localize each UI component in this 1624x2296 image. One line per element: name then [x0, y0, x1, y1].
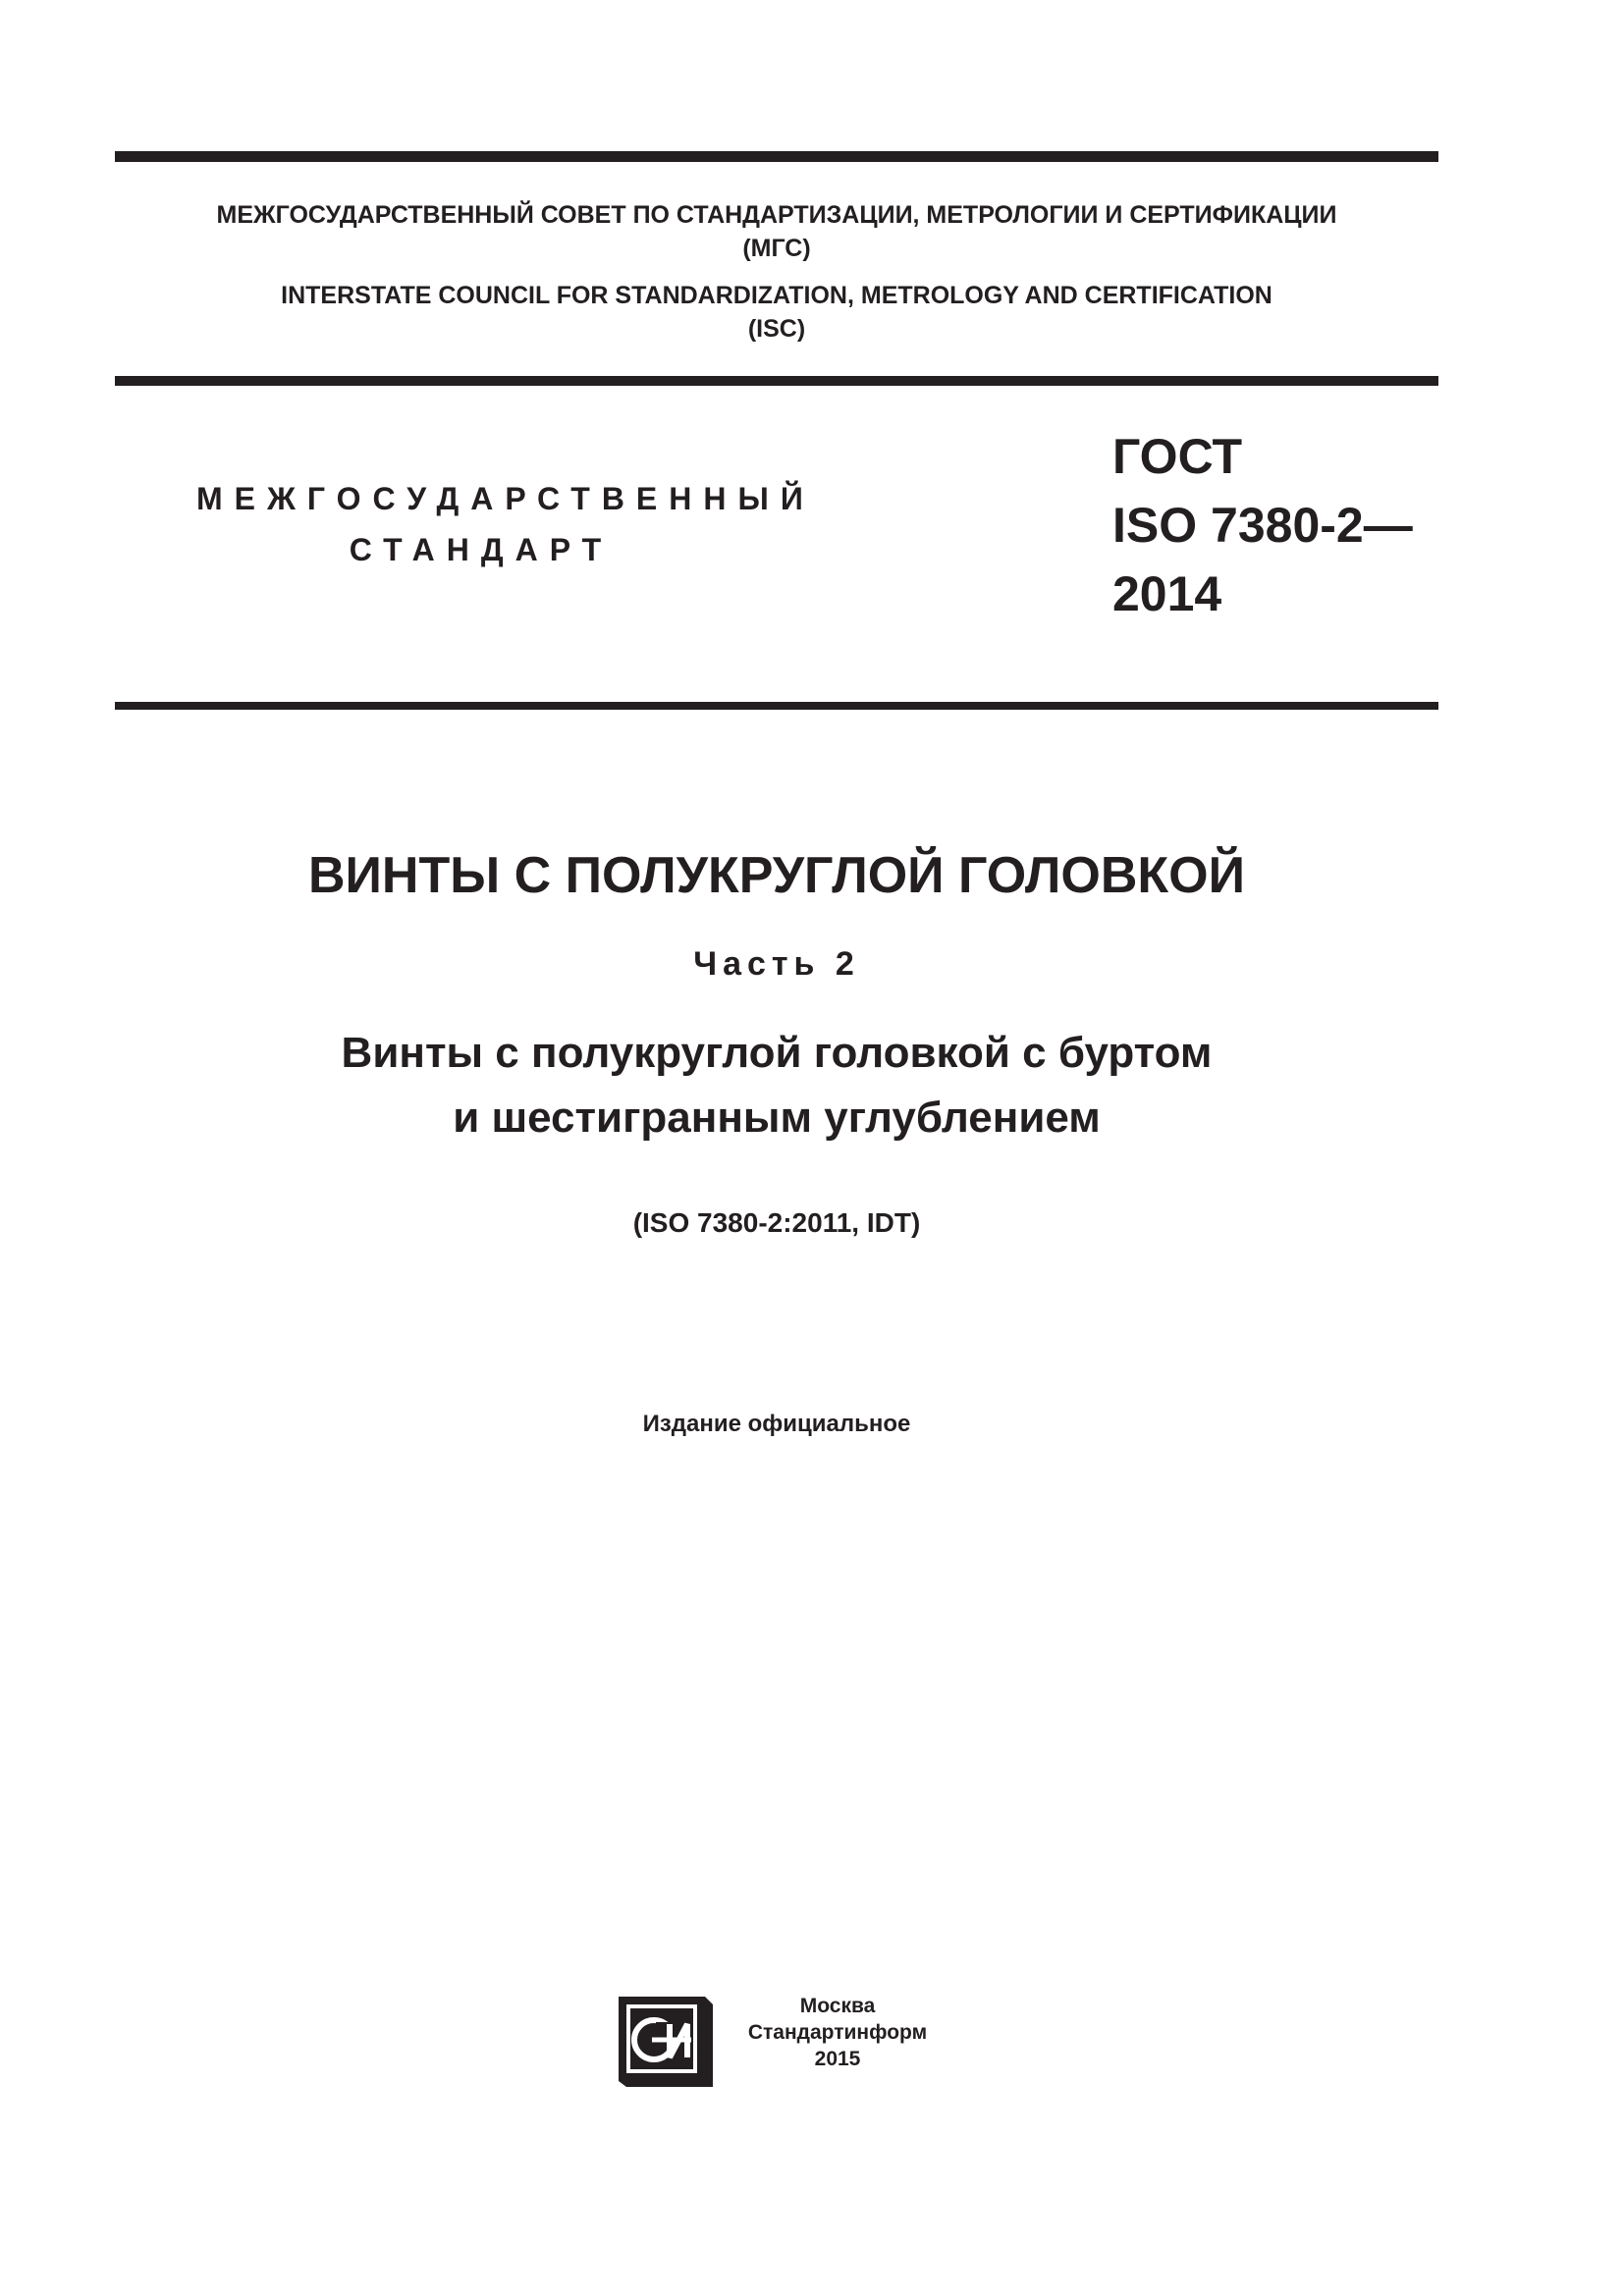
publisher-name: Стандартинформ	[747, 2021, 928, 2044]
council-abbr-ru: (МГС)	[742, 235, 811, 262]
publisher-text	[725, 1993, 950, 2072]
document-subtitle	[115, 1021, 1438, 1150]
council-abbr-en: (ISC)	[747, 315, 806, 343]
designation-line1: ГОСТ	[1112, 429, 1242, 484]
edition-label: Издание официальное	[642, 1411, 911, 1437]
top-rule	[115, 151, 1438, 162]
designation-line2: ISO 7380-2—	[1112, 498, 1413, 553]
council-name-ru	[115, 198, 1438, 265]
part-label: Часть 2	[693, 945, 860, 983]
iso-reference: (ISO 7380-2:2011, IDT)	[632, 1207, 921, 1238]
subtitle-line1: Винты с полукруглой головкой с буртом	[341, 1029, 1213, 1077]
standartinform-logo-icon	[617, 1995, 715, 2089]
council-name-ru-text: МЕЖГОСУДАРСТВЕННЫЙ СОВЕТ ПО СТАНДАРТИЗАЦИИ, МЕТРОЛОГИИ И СЕРТИФИКАЦИИ	[216, 201, 1337, 229]
standard-type-line1: МЕЖГОСУДАРСТВЕННЫЙ	[196, 481, 815, 516]
publisher-city: Москва	[799, 1995, 876, 2017]
middle-rule	[115, 376, 1438, 386]
council-name-en	[115, 279, 1438, 346]
lower-rule	[115, 702, 1438, 710]
publisher-year: 2015	[814, 2048, 861, 2070]
subtitle-line2: и шестигранным углублением	[453, 1094, 1101, 1142]
designation-line3: 2014	[1112, 566, 1222, 621]
standard-type-line2: СТАНДАРТ	[349, 532, 614, 567]
council-name-en-text: INTERSTATE COUNCIL FOR STANDARDIZATION, METROLOGY AND CERTIFICATION	[281, 282, 1272, 309]
standard-designation	[1112, 422, 1413, 628]
standard-type	[196, 473, 815, 575]
document-title: ВИНТЫ С ПОЛУКРУГЛОЙ ГОЛОВКОЙ	[308, 847, 1245, 904]
publisher-block	[609, 1983, 962, 2071]
